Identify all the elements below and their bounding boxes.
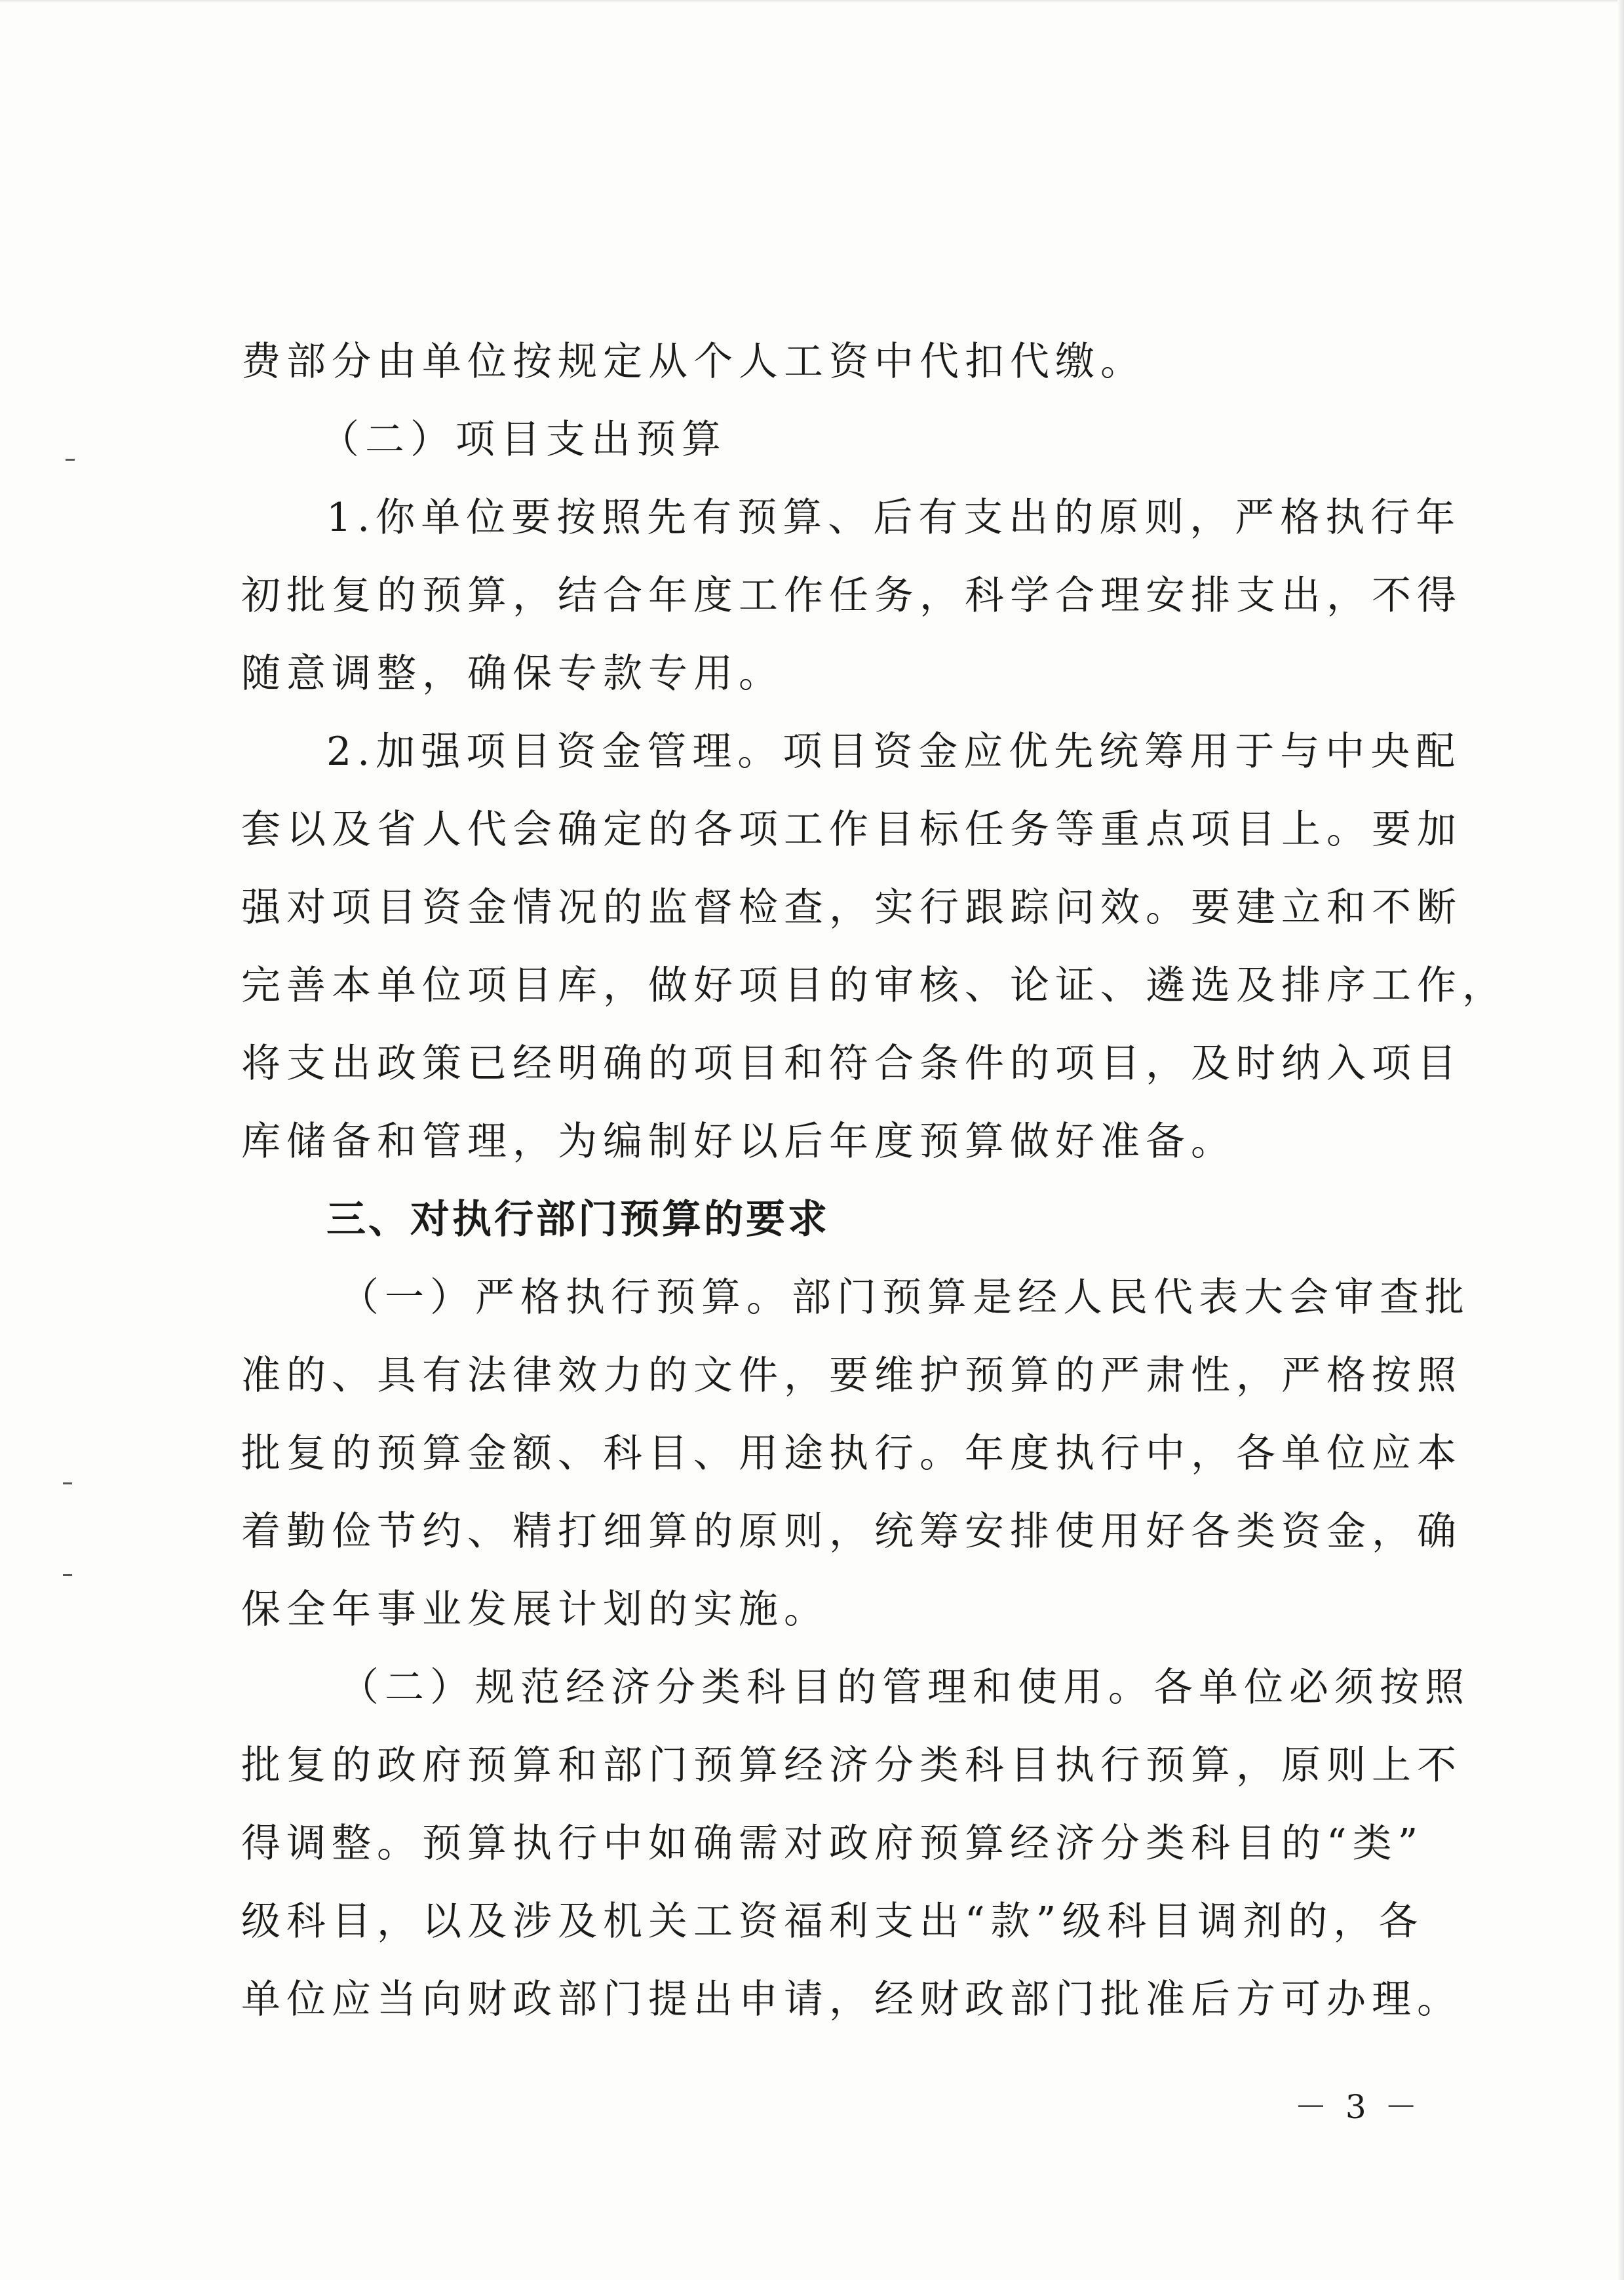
text-line: （一）严格执行预算。部门预算是经人民代表大会审查批 — [339, 1275, 1470, 1321]
scan-right-edge — [1617, 0, 1624, 2280]
text-line: 套以及省人代会确定的各项工作目标任务等重点项目上。要加 — [241, 807, 1462, 853]
text-line: 着勤俭节约、精打细算的原则，统筹安排使用好各类资金，确 — [241, 1509, 1462, 1555]
text-line: 费部分由单位按规定从个人工资中代扣代缴。 — [241, 339, 1146, 385]
text-line: 2.加强项目资金管理。项目资金应优先统筹用于与中央配 — [326, 729, 1461, 775]
text-line: 随意调整，确保专款专用。 — [241, 651, 784, 697]
text-line: 将支出政策已经明确的项目和符合条件的项目，及时纳入项目 — [241, 1041, 1462, 1087]
margin-mark — [63, 1574, 72, 1576]
page-number: － 3 － — [1294, 2088, 1421, 2126]
text-line: 强对项目资金情况的监督检查，实行跟踪问效。要建立和不断 — [241, 885, 1462, 931]
text-line: 批复的预算金额、科目、用途执行。年度执行中，各单位应本 — [241, 1431, 1462, 1477]
text-line: 单位应当向财政部门提出申请，经财政部门批准后方可办理。 — [241, 1977, 1462, 2022]
text-line: 库储备和管理，为编制好以后年度预算做好准备。 — [241, 1119, 1236, 1165]
body-text — [241, 323, 1507, 2039]
margin-mark — [63, 1482, 72, 1484]
text-line: 批复的政府预算和部门预算经济分类科目执行预算，原则上不 — [241, 1743, 1462, 1788]
text-line: 准的、具有法律效力的文件，要维护预算的严肃性，严格按照 — [241, 1353, 1462, 1399]
margin-mark — [66, 459, 75, 461]
section-heading: 三、对执行部门预算的要求 — [326, 1197, 830, 1243]
text-line: 得调整。预算执行中如确需对政府预算经济分类科目的“类” — [241, 1821, 1424, 1866]
text-line: （二）规范经济分类科目的管理和使用。各单位必须按照 — [339, 1665, 1470, 1710]
text-line: 初批复的预算，结合年度工作任务，科学合理安排支出，不得 — [241, 573, 1462, 619]
subsection-heading: （二）项目支出预算 — [320, 417, 727, 463]
text-line: 完善本单位项目库，做好项目的审核、论证、遴选及排序工作， — [241, 963, 1507, 1009]
text-line: 级科目，以及涉及机关工资福利支出“款”级科目调剂的，各 — [241, 1899, 1424, 1944]
text-line: 1.你单位要按照先有预算、后有支出的原则，严格执行年 — [326, 495, 1461, 541]
scan-top-edge — [0, 0, 1624, 3]
text-line: 保全年事业发展计划的实施。 — [241, 1587, 829, 1633]
